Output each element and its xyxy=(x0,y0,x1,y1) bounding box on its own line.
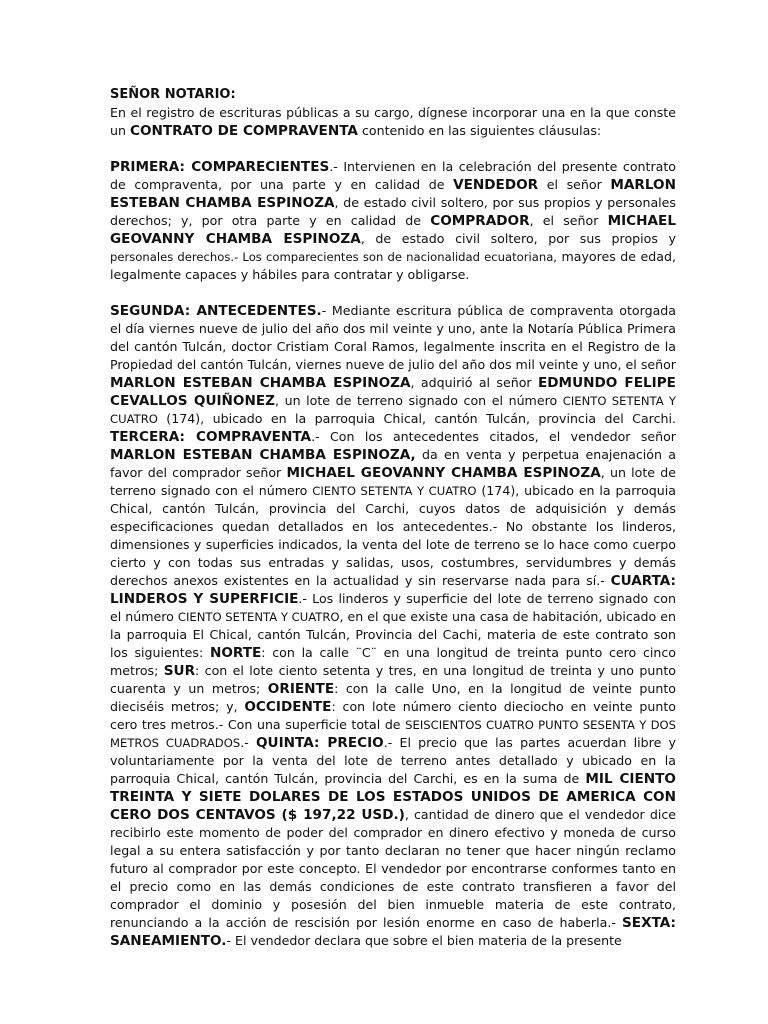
text-run: : con la calle Uno, en la longitud de veinte punto dieciséis metros; y, xyxy=(110,681,676,714)
text-run: , adquirió al señor xyxy=(410,375,538,390)
document-page xyxy=(110,86,676,950)
text-run: .- Los linderos y superficie del lote de terreno signado con el número xyxy=(110,591,676,624)
text-run: .- El precio que las partes acuerdan libre y voluntariamente por la venta del lote de terreno antes detallado y ubicado en la parroquia Chical, cantón Tulcán, provincia del Carchi, es en la suma de xyxy=(110,735,676,786)
bold-text-run: QUINTA: PRECIO xyxy=(256,735,384,751)
bold-text-run: VENDEDOR xyxy=(453,177,539,193)
text-run: el señor xyxy=(538,177,611,192)
bold-text-run: COMPRADOR xyxy=(430,213,530,229)
text-run: , un lote de terreno signado con el número xyxy=(110,465,677,498)
bold-text-run: CONTRATO DE COMPRAVENTA xyxy=(129,123,358,139)
bold-text-run: SUR xyxy=(163,663,196,679)
text-run: (174), ubicado en la parroquia Chical, cantón Tulcán, provincia del Carchi, cuyos datos de adquisición y demás especificaciones quedan detallados en los antecedentes.- No obstante los linderos, dimensiones y superficies indicados, la venta del lote de terreno se lo hace como cuerpo cierto y con todas sus entradas y salidas, usos, costumbres, servidumbres y demás derechos anexos existentes en la actualidad y sin reservarse nada para sí.- xyxy=(110,483,676,588)
text-run: mayores de edad, legalmente capaces y hábiles para contratar y obligarse. xyxy=(110,249,676,282)
bold-text-run: CUARTA: LINDEROS Y SUPERFICIE xyxy=(110,573,676,607)
text-run: - El vendedor declara que sobre el bien materia de la presente xyxy=(226,933,622,948)
bold-text-run: MARLON ESTEBAN CHAMBA ESPINOZA xyxy=(110,177,676,211)
bold-text-run: ORIENTE xyxy=(267,681,335,697)
text-run: personales derechos.- Los comparecientes son de nacionalidad ecuatoriana, xyxy=(110,250,557,264)
text-run: En el registro de escrituras públicas a su cargo, dígnese incorporar una en la que conste un xyxy=(110,105,676,138)
text-run: : con el lote ciento setenta y tres, en una longitud de treinta y uno punto cuarenta y un metros; xyxy=(110,663,676,696)
bold-text-run: TERCERA: COMPRAVENTA xyxy=(110,429,312,445)
bold-text-run: EDMUNDO FELIPE CEVALLOS QUIÑONEZ xyxy=(110,375,676,409)
bold-text-run: OCCIDENTE xyxy=(244,699,332,715)
text-run: : con la calle ¨C¨ en una longitud de treinta punto cero cinco metros; xyxy=(110,645,676,678)
bold-text-run: MICHAEL GEOVANNY CHAMBA ESPINOZA xyxy=(286,465,601,481)
bold-text-run: MIL CIENTO TREINTA Y SIETE DOLARES DE LOS ESTADOS UNIDOS DE AMERICA CON CERO DOS CENTAVOS ($ 197,22 USD.) xyxy=(110,771,676,823)
text-run: contenido en las siguientes cláusulas: xyxy=(357,123,602,138)
text-run: CIENTO SETENTA Y CUATRO xyxy=(110,394,676,426)
text-run: , de estado civil soltero, por sus propios y xyxy=(360,231,676,246)
text-run: .- Intervienen en la celebración del presente contrato de compraventa, por una parte y en calidad de xyxy=(110,159,677,192)
document-heading: SEÑOR NOTARIO: xyxy=(110,87,236,102)
text-run: (174), ubicado en la parroquia Chical, cantón Tulcán, provincia del Carchi. xyxy=(157,411,676,426)
text-run: CIENTO SETENTA Y CUATRO xyxy=(177,610,340,624)
text-run: - Mediante escritura pública de compraventa otorgada el día viernes nueve de julio del año dos mil veinte y uno, ante la Notaría Pública Primera del cantón Tulcán, doctor Cristiam Coral Ramos, legalmente inscrita en el Registro de la Propiedad del cantón Tulcán, viernes nueve de julio del año dos mil veinte y uno, el señor xyxy=(110,303,677,372)
text-run: , de estado civil soltero, por sus propios y personales derechos; y, por otra parte y en calidad de xyxy=(110,195,676,228)
clause-primera xyxy=(110,158,676,284)
text-run: SEISCIENTOS CUATRO PUNTO SESENTA Y DOS METROS CUADRADOS xyxy=(110,718,677,750)
bold-text-run: MARLON ESTEBAN CHAMBA ESPINOZA xyxy=(110,375,411,391)
bold-text-run: SEXTA: SANEAMIENTO. xyxy=(110,915,676,949)
bold-text-run: NORTE xyxy=(209,645,262,661)
clause-segunda xyxy=(110,302,676,950)
bold-text-run: SEGUNDA: ANTECEDENTES. xyxy=(110,303,322,319)
text-run: , cantidad de dinero que el vendedor dice recibirlo este momento de poder del comprador en dinero efectivo y moneda de curso legal a su entera satisfacción y por tanto declaran no tener que hacer ningún reclamo futuro al comprador por este concepto. El vendedor por encontrarse conformes tanto en el precio como en las demás condiciones de este contrato transfieren a favor del comprador el dominio y posesión del bien inmueble materia de este contrato, renunciando a la acción de rescisión por lesión enorme en caso de haberla.- xyxy=(110,807,676,930)
text-run: , el señor xyxy=(529,213,608,228)
intro-paragraph xyxy=(110,104,676,140)
bold-text-run: PRIMERA: COMPARECIENTES xyxy=(110,159,330,175)
text-run: .- Con los antecedentes citados, el vendedor señor xyxy=(311,429,676,444)
text-run: .- xyxy=(240,735,256,750)
bold-text-run: MARLON ESTEBAN CHAMBA ESPINOZA, xyxy=(110,447,416,463)
text-run: , en el que existe una casa de habitación, ubicado en la parroquia El Chical, cantón Tulcán, Provincia del Cachi, materia de este contrato son los siguientes: xyxy=(110,609,676,660)
text-run: CIENTO SETENTA Y CUATRO xyxy=(312,484,477,498)
bold-text-run: MICHAEL GEOVANNY CHAMBA ESPINOZA xyxy=(110,213,676,247)
text-run: , un lote de terreno signado con el número xyxy=(275,393,563,408)
text-run: : con lote número ciento dieciocho en veinte punto cero tres metros.- Con una superficie total de xyxy=(110,699,676,732)
text-run: da en venta y perpetua enajenación a favor del comprador señor xyxy=(110,447,677,480)
